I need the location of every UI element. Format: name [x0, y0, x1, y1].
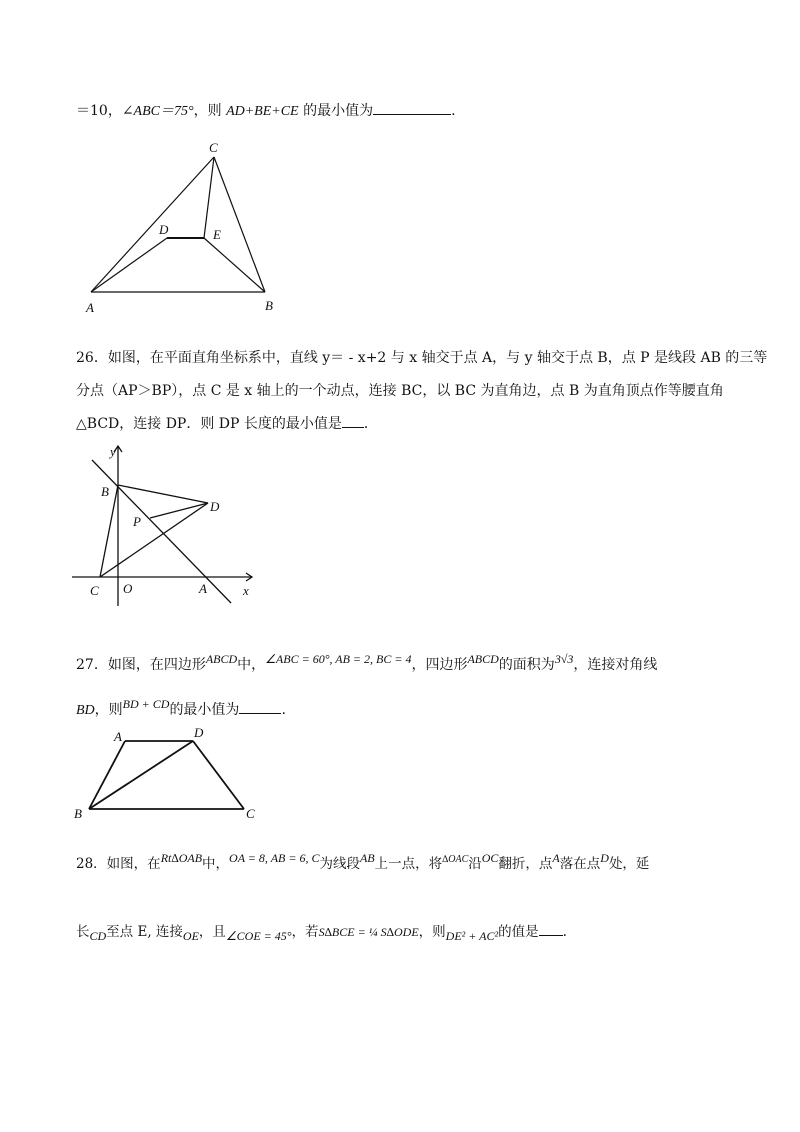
q26-line-3-end: ．	[363, 416, 378, 432]
q26-line-2: 分点（AP＞BP），点 C 是 x 轴上的一个动点，连接 BC，以 BC 为直角边，点 B 为直角顶点作等腰直角	[76, 383, 724, 399]
q25-expr: AD+BE+CE	[226, 104, 299, 119]
q27-min: 的最小值为	[169, 702, 240, 718]
q27-tail: ，连接对角线	[573, 657, 658, 673]
q28-angle-coe: ∠COE = 45°	[225, 929, 292, 943]
q27-area-value: 3√3	[554, 652, 574, 666]
q28-l1-g: 落在点	[559, 856, 601, 872]
fig26-label-C: C	[90, 583, 99, 598]
q28-l2-d: ，若	[291, 924, 319, 940]
q27-end: .	[281, 702, 286, 718]
q28-l1-d: 上一点，将	[374, 856, 443, 872]
q28-l2-a: 长	[76, 924, 90, 940]
q28-cd: CD	[89, 929, 107, 943]
fig26-label-B: B	[101, 484, 109, 499]
fig27-label-B: B	[74, 806, 82, 821]
q27-prefix: 27．如图，在四边形	[76, 657, 206, 673]
q28-l2-end: .	[562, 924, 567, 940]
fig26-label-P: P	[133, 514, 141, 529]
fig25-label-A: A	[86, 300, 94, 315]
q28-l1-b: 中，	[202, 856, 230, 872]
fig26-label-y: y	[110, 444, 116, 459]
q25-prefix: ＝10，	[76, 103, 122, 119]
q28-l2-f: 的值是	[498, 924, 539, 940]
fig26-label-x: x	[243, 583, 249, 598]
q28-l1-c: 为线段	[319, 856, 360, 872]
q28-oe: OE	[182, 929, 199, 943]
q28-point-a: A	[552, 851, 560, 865]
q25-end: .	[451, 103, 456, 119]
q28-ab: AB	[359, 851, 375, 865]
q27-bd: BD	[76, 703, 95, 718]
q28-answer-blank	[539, 922, 563, 936]
q27-conditions: ∠ABC = 60°, AB = 2, BC = 4	[265, 652, 412, 666]
fig25-label-D: D	[159, 222, 169, 237]
q28-area-relation: S∆BCE = ¼ S∆ODE	[318, 925, 419, 939]
q27-quad-2: ABCD	[467, 652, 499, 666]
fig27-label-D: D	[194, 725, 204, 740]
fig27-label-C: C	[246, 806, 255, 821]
q27-mid: ，四边形	[411, 657, 468, 673]
q28-l1-a: 28．如图，在	[76, 856, 161, 872]
q27-then: ，则	[94, 702, 123, 718]
fig25-label-E: E	[213, 227, 221, 242]
q25-suffix: 的最小值为	[298, 103, 374, 119]
q28-point-d: D	[600, 851, 609, 865]
fig26-label-A: A	[199, 581, 207, 596]
q28-line-2	[76, 922, 567, 941]
q25-mid: ，则	[193, 103, 227, 119]
q28-conditions: OA = 8, AB = 6, C	[229, 851, 320, 865]
fig25-label-C: C	[209, 140, 218, 155]
q28-expr: DE² + AC²	[445, 929, 499, 943]
q28-l1-h: 处，延	[608, 856, 650, 872]
q28-l2-c: ，且	[198, 924, 226, 940]
q26-line-1: 26．如图，在平面直角坐标系中，直线 y＝ - x+2 与 x 轴交于点 A，与 y 轴交于点 B，点 P 是线段 AB 的三等	[76, 350, 768, 366]
fig27-label-A: A	[114, 729, 122, 744]
fig26-label-D: D	[210, 499, 220, 514]
q28-line-1	[76, 851, 650, 875]
q27-expr: BD + CD	[122, 697, 170, 711]
q27-quad: ABCD	[205, 652, 238, 666]
q28-tri-oac: ∆OAC	[442, 854, 469, 865]
q25-angle: ∠ABC＝75°	[121, 104, 194, 119]
q28-oc: OC	[481, 851, 499, 865]
q27-in: 中，	[237, 657, 266, 673]
q28-l1-e: 沿	[468, 856, 482, 872]
q28-rt-triangle: Rt∆OAB	[160, 851, 203, 865]
q27-area-text: 的面积为	[498, 657, 555, 673]
fig26-label-O: O	[123, 581, 133, 596]
q28-l2-b: 至点 E, 连接	[106, 924, 183, 940]
fig25-label-B: B	[265, 298, 273, 313]
q28-l1-f: 翻折，点	[498, 856, 553, 872]
q28-l2-e: ，则	[418, 924, 446, 940]
q26-line-3-text: △BCD，连接 DP．则 DP 长度的最小值是	[76, 416, 342, 432]
